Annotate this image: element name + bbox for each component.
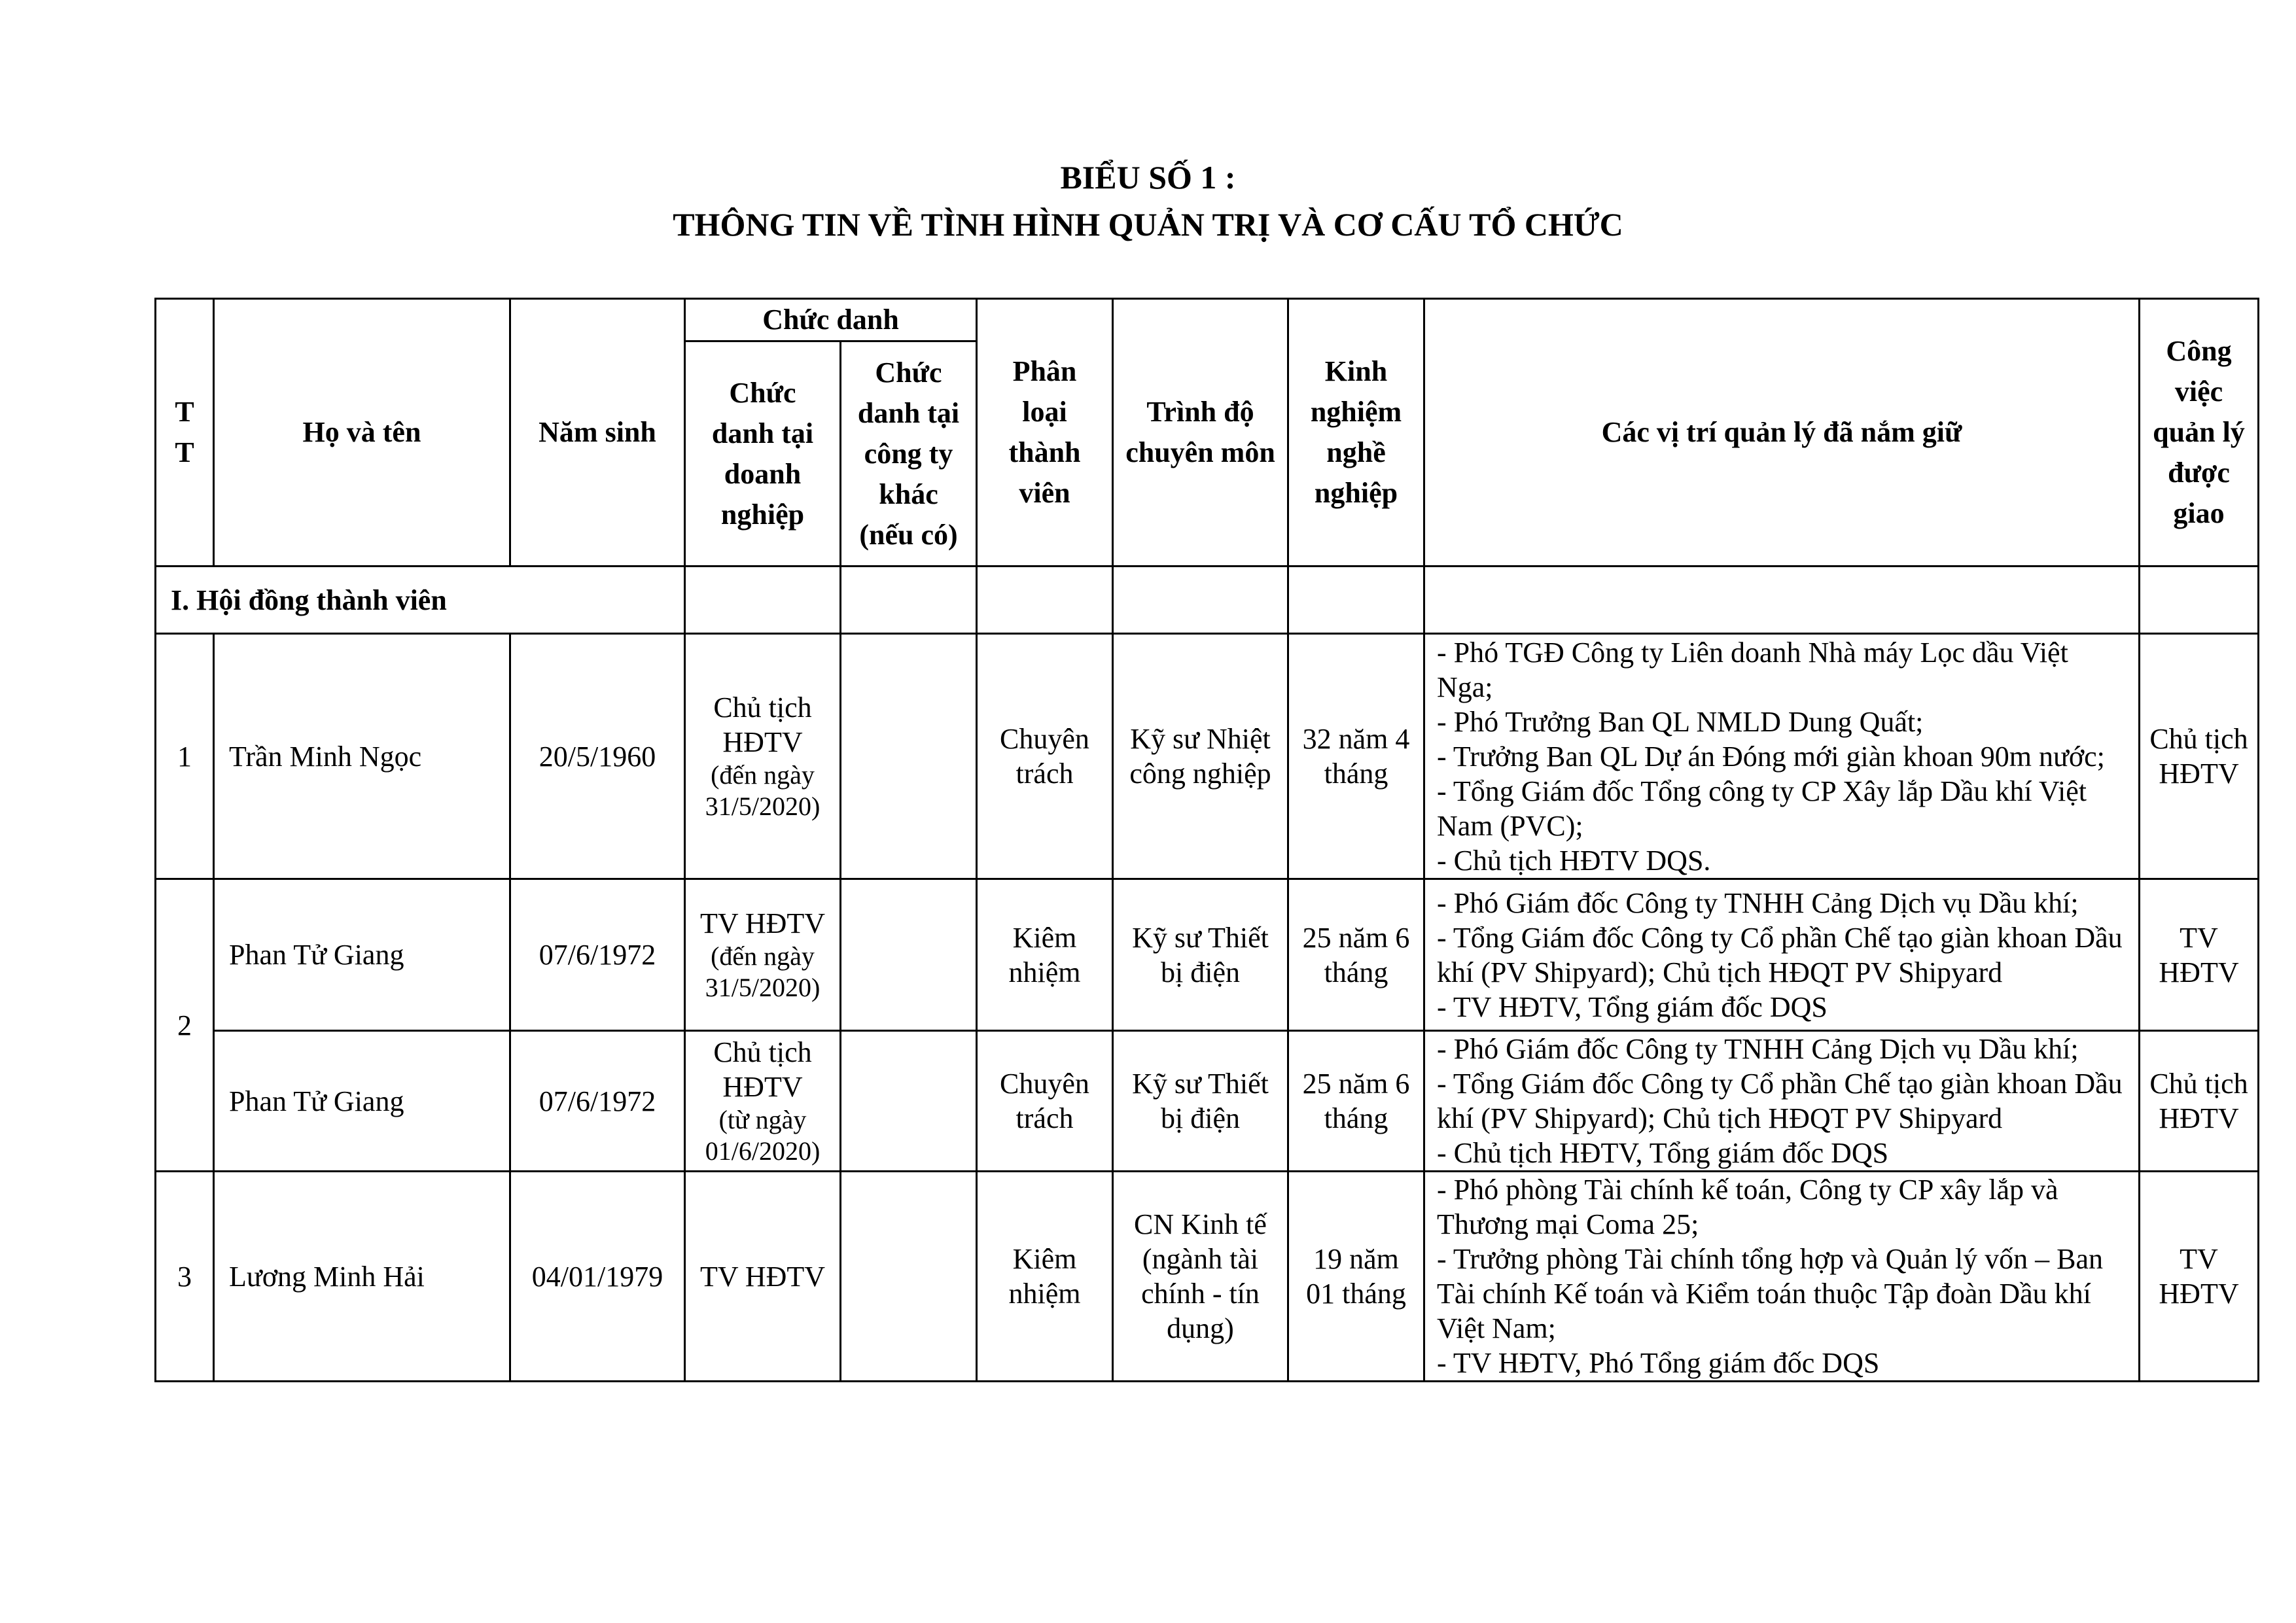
cell-title — [685, 879, 841, 1031]
cell-experience: 19 năm 01 tháng — [1288, 1172, 1424, 1382]
cell-degree: Kỹ sư Thiết bị điện — [1113, 879, 1288, 1031]
header-vi-tri: Các vị trí quản lý đã nắm giữ — [1424, 299, 2140, 567]
position-item: - TV HĐTV, Tổng giám đốc DQS — [1437, 990, 1828, 1023]
header-cong-viec: Công việc quản lý được giao — [2140, 299, 2259, 567]
title-main: Chủ tịch HĐTV — [713, 691, 812, 758]
cell-job: TV HĐTV — [2140, 1172, 2259, 1382]
position-item: - Tổng Giám đốc Công ty Cổ phần Chế tạo giàn khoan Dầu khí (PV Shipyard); Chủ tịch HĐQT PV Shipyard — [1437, 1068, 2123, 1134]
position-item: - TV HĐTV, Phó Tổng giám đốc DQS — [1437, 1347, 1880, 1379]
header-tt: T T — [156, 299, 214, 567]
governance-table — [154, 298, 2259, 1382]
cell-positions — [1424, 1031, 2140, 1172]
cell-positions — [1424, 879, 2140, 1031]
cell-tt: 3 — [156, 1172, 214, 1382]
cell-name: Phan Tử Giang — [214, 1031, 510, 1172]
header-kinh-nghiem: Kinh nghiệm nghề nghiệp — [1288, 299, 1424, 567]
header-chuc-danh-dn: Chức danh tại doanh nghiệp — [685, 341, 841, 567]
header-phan-loai: Phân loại thành viên — [977, 299, 1113, 567]
cell-other — [841, 1172, 977, 1382]
cell-degree: Kỹ sư Thiết bị điện — [1113, 1031, 1288, 1172]
cell-tt: 2 — [156, 879, 214, 1172]
cell-degree: Kỹ sư Nhiệt công nghiệp — [1113, 634, 1288, 879]
cell-experience: 32 năm 4 tháng — [1288, 634, 1424, 879]
cell-experience: 25 năm 6 tháng — [1288, 879, 1424, 1031]
cell-name: Phan Tử Giang — [214, 879, 510, 1031]
header-chuc-danh-group: Chức danh — [685, 299, 977, 341]
title-note: (đến ngày 31/5/2020) — [705, 941, 821, 1002]
position-item: - Chủ tịch HĐTV DQS. — [1437, 844, 1711, 877]
cell-birth: 04/01/1979 — [510, 1172, 685, 1382]
position-item: - Phó TGĐ Công ty Liên doanh Nhà máy Lọc dầu Việt Nga; — [1437, 636, 2068, 703]
cell-job: TV HĐTV — [2140, 879, 2259, 1031]
title-main: TV HĐTV — [699, 907, 826, 939]
cell-type: Chuyên trách — [977, 1031, 1113, 1172]
cell-other — [841, 879, 977, 1031]
position-item: - Chủ tịch HĐTV, Tổng giám đốc DQS — [1437, 1137, 1889, 1169]
cell-birth: 07/6/1972 — [510, 879, 685, 1031]
position-item: - Phó Trưởng Ban QL NMLD Dung Quất; — [1437, 705, 1924, 738]
cell-birth: 20/5/1960 — [510, 634, 685, 879]
document-title: BIỂU SỐ 1 : — [1060, 159, 1236, 196]
title-main: Chủ tịch HĐTV — [713, 1036, 812, 1103]
cell-title — [685, 634, 841, 879]
position-item: - Tổng Giám đốc Tổng công ty CP Xây lắp Dầu khí Việt Nam (PVC); — [1437, 775, 2087, 842]
cell-positions — [1424, 1172, 2140, 1382]
section-row — [156, 567, 2259, 634]
cell-other — [841, 1031, 977, 1172]
title-note: (đến ngày 31/5/2020) — [705, 760, 821, 821]
cell-birth: 07/6/1972 — [510, 1031, 685, 1172]
cell-degree: CN Kinh tế (ngành tài chính - tín dụng) — [1113, 1172, 1288, 1382]
position-item: - Phó Giám đốc Công ty TNHH Cảng Dịch vụ Dầu khí; — [1437, 886, 2079, 919]
cell-experience: 25 năm 6 tháng — [1288, 1031, 1424, 1172]
header-trinh-do: Trình độ chuyên môn — [1113, 299, 1288, 567]
cell-job: Chủ tịch HĐTV — [2140, 634, 2259, 879]
cell-tt: 1 — [156, 634, 214, 879]
table-row — [156, 879, 2259, 1031]
position-item: - Phó phòng Tài chính kế toán, Công ty CP xây lắp và Thương mại Coma 25; — [1437, 1174, 2058, 1240]
header-chuc-danh-khac: Chức danh tại công ty khác (nếu có) — [841, 341, 977, 567]
header-birth: Năm sinh — [510, 299, 685, 567]
title-note: (từ ngày 01/6/2020) — [705, 1105, 821, 1166]
cell-title — [685, 1172, 841, 1382]
cell-type: Chuyên trách — [977, 634, 1113, 879]
cell-job: Chủ tịch HĐTV — [2140, 1031, 2259, 1172]
table-row — [156, 1031, 2259, 1172]
cell-name: Trần Minh Ngọc — [214, 634, 510, 879]
position-item: - Tổng Giám đốc Công ty Cổ phần Chế tạo giàn khoan Dầu khí (PV Shipyard); Chủ tịch HĐQT PV Shipyard — [1437, 921, 2123, 988]
cell-type: Kiêm nhiệm — [977, 1172, 1113, 1382]
cell-other — [841, 634, 977, 879]
table-row — [156, 1172, 2259, 1382]
position-item: - Trưởng Ban QL Dự án Đóng mới giàn khoan 90m nước; — [1437, 740, 2105, 773]
position-item: - Trưởng phòng Tài chính tổng hợp và Quản lý vốn – Ban Tài chính Kế toán và Kiểm toán thuộc Tập đoàn Dầu khí Việt Nam; — [1437, 1243, 2103, 1344]
cell-type: Kiêm nhiệm — [977, 879, 1113, 1031]
table-row — [156, 634, 2259, 879]
title-main: TV HĐTV — [699, 1260, 826, 1293]
header-name: Họ và tên — [214, 299, 510, 567]
cell-positions — [1424, 634, 2140, 879]
document-subtitle: THÔNG TIN VỀ TÌNH HÌNH QUẢN TRỊ VÀ CƠ CẤU TỔ CHỨC — [673, 206, 1623, 243]
cell-name: Lương Minh Hải — [214, 1172, 510, 1382]
position-item: - Phó Giám đốc Công ty TNHH Cảng Dịch vụ Dầu khí; — [1437, 1033, 2079, 1065]
cell-title — [685, 1031, 841, 1172]
section-label: I. Hội đồng thành viên — [156, 567, 685, 634]
